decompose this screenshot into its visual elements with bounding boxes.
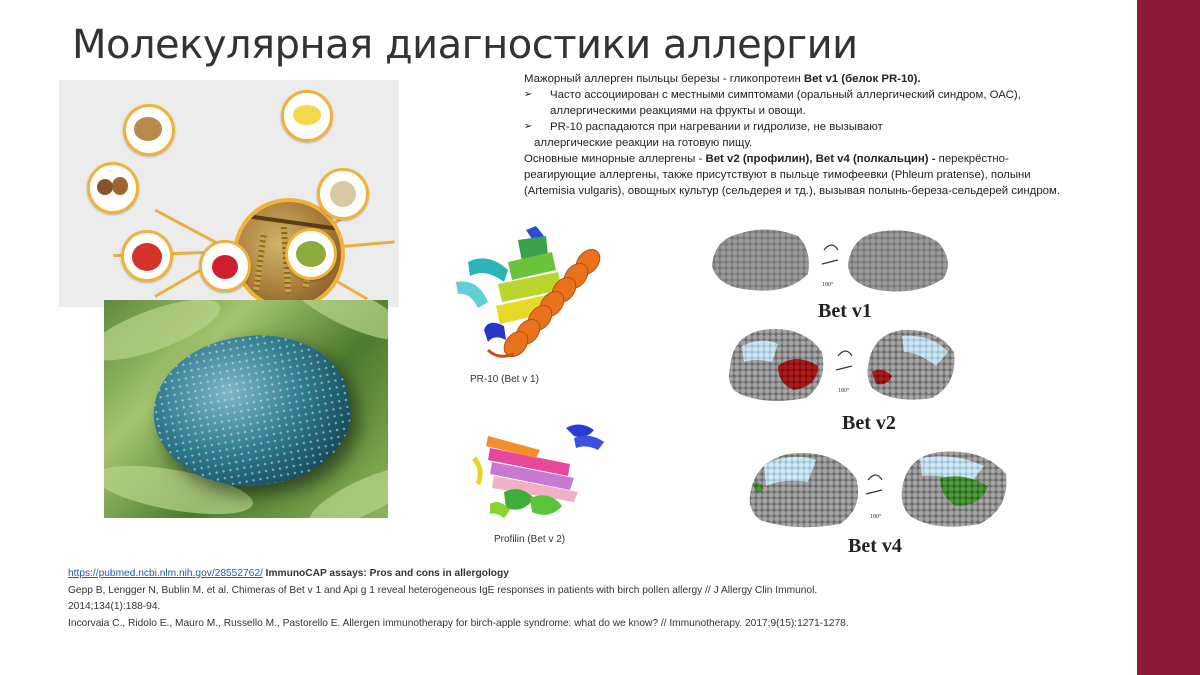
reference-1-line-2: 2014;134(1):188-94. — [68, 601, 161, 612]
bullet-2-line-1: PR-10 распадаются при нагревании и гидролизе, не вызывают — [550, 121, 883, 133]
hazelnut-icon — [87, 162, 139, 214]
apple-icon — [121, 230, 173, 282]
bet-v2-label: Bet v2 — [842, 412, 896, 434]
bet-v4-label: Bet v4 — [848, 535, 902, 557]
intro-text: Мажорный аллерген пыльцы березы - гликопротеин — [524, 73, 804, 85]
accent-sidebar — [1137, 0, 1200, 675]
pr10-caption: PR-10 (Bet v 1) — [470, 374, 539, 385]
minor-rest: перекрёстно-реагирующие аллергены, также присутствуют в пыльце тимофеевки (Phleum pratense), полыни (Artemisia vulgaris), овощных культур (сельдерея и тд.), вызывая полынь-береза-сельдерей синдром. — [524, 153, 1060, 197]
kiwi-icon — [285, 228, 337, 280]
corn-icon — [281, 90, 333, 142]
minor-bold: Bet v2 (профилин), Bet v4 (полкальцин) - — [705, 153, 936, 165]
strawberry-icon — [199, 240, 251, 292]
bet-v1-surface-model — [708, 220, 958, 300]
foods-collage-image — [59, 80, 399, 307]
arrow-bullet-icon: ➢ — [524, 89, 533, 100]
walnut-icon — [123, 104, 175, 156]
arrow-bullet-icon: ➢ — [524, 121, 533, 132]
profilin-caption: Profilin (Bet v 2) — [494, 534, 566, 545]
link-title: ImmunoCAP assays: Pros and cons in allergology — [262, 568, 509, 579]
bet-v1-label: Bet v1 — [818, 300, 872, 322]
reference-1-line-1: Gepp B, Lengger N, Bublin M. et al. Chimeras of Bet v 1 and Api g 1 reveal heterogeneous IgE responses in patients with birch pollen allergy // J Allergy Clin Immunol. — [68, 584, 818, 596]
intro-bold: Bet v1 (белок PR-10). — [803, 73, 921, 85]
reference-2: Incorvaia C., Ridolo E., Mauro M., Russello M., Pastorello E. Allergen immunotherapy for birch-apple syndrome: what do we know? // Immunotherapy. 2017;9(15):1271-1278. — [68, 617, 849, 629]
rotation-label: 180° — [838, 388, 850, 394]
bullet-2-line-2: аллергические реакции на готовую пищу. — [534, 137, 753, 149]
description-text — [524, 71, 1124, 199]
references — [68, 566, 1128, 632]
birch-pollen-micrograph — [104, 300, 388, 518]
pubmed-link[interactable]: https://pubmed.ncbi.nlm.nih.gov/28552762/ — [68, 568, 263, 579]
slide-title: Молекулярная диагностики аллергии — [72, 22, 858, 68]
minor-text: Основные минорные аллергены - — [524, 153, 706, 165]
rotation-label: 180° — [822, 282, 834, 288]
pr10-ribbon-structure — [448, 222, 608, 372]
profilin-ribbon-structure — [470, 418, 620, 528]
celery-icon — [317, 168, 369, 220]
bullet-1-line-1: Часто ассоциирован с местными симптомами (оральный аллергический синдром, ОАС), — [550, 89, 1021, 101]
bullet-1-line-2: аллергическими реакциями на фрукты и овощи. — [550, 105, 806, 117]
rotation-label: 180° — [870, 514, 882, 520]
bet-v4-surface-model — [744, 444, 1012, 534]
bet-v2-surface-model — [722, 322, 962, 406]
